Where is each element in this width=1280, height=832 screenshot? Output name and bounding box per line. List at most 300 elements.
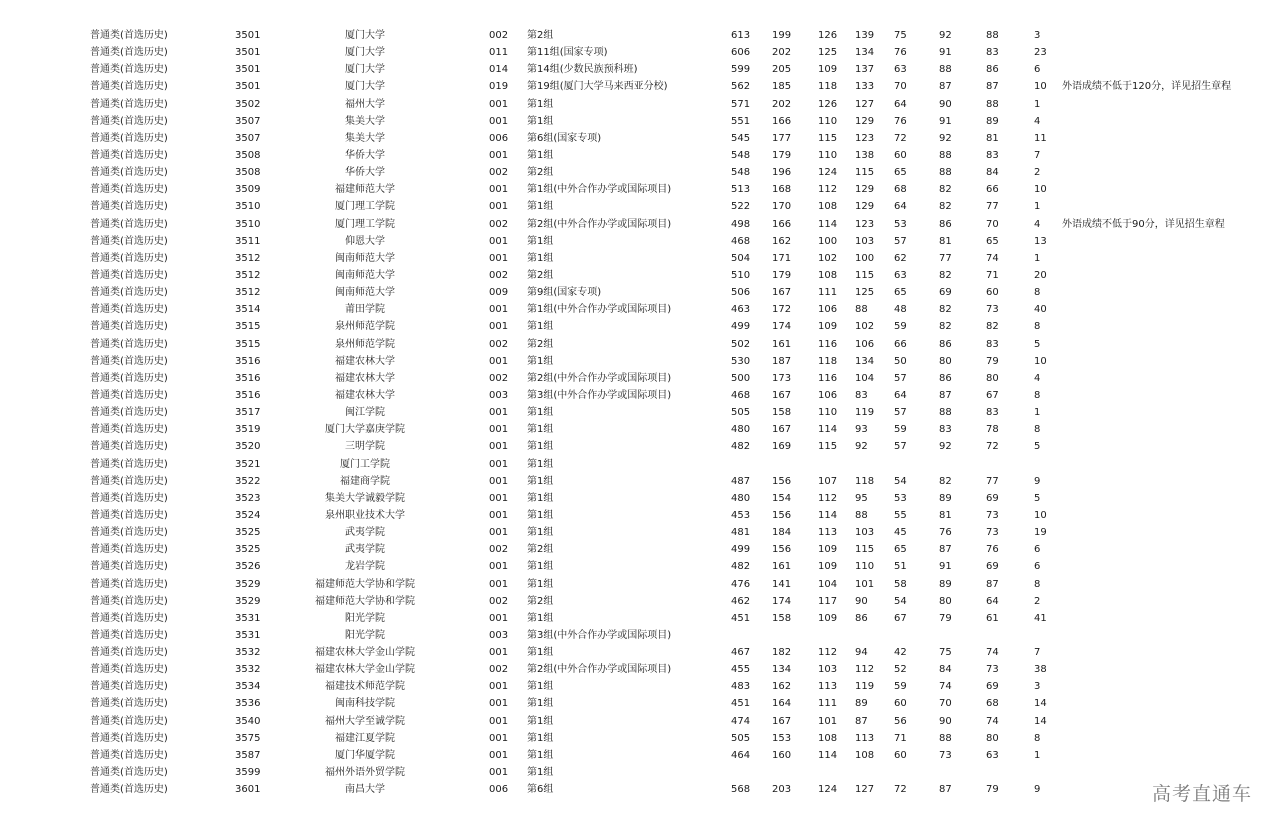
- group-code-cell: 001: [489, 749, 509, 761]
- category-cell: 普通类(首选历史): [90, 527, 168, 539]
- group-code-cell: 002: [489, 372, 509, 384]
- group-code-cell: 002: [489, 595, 509, 607]
- school-code-cell: 3501: [235, 47, 261, 59]
- category-cell: 普通类(首选历史): [90, 304, 168, 316]
- math-score-cell: 104: [818, 578, 838, 590]
- group-name-cell: 第1组: [527, 441, 554, 453]
- school-name-cell: 武夷学院: [345, 544, 385, 556]
- category-cell: 普通类(首选历史): [90, 81, 168, 93]
- category-cell: 普通类(首选历史): [90, 98, 168, 110]
- history-score-cell: 66: [894, 338, 907, 350]
- category-cell: 普通类(首选历史): [90, 784, 168, 796]
- rank-order-cell: 19: [1034, 527, 1047, 539]
- group-name-cell: 第1组: [527, 578, 554, 590]
- group-code-cell: 001: [489, 458, 509, 470]
- math-score-cell: 124: [818, 784, 838, 796]
- group-name-cell: 第1组: [527, 424, 554, 436]
- chinese-score-cell: 141: [772, 578, 792, 590]
- math-score-cell: 114: [818, 509, 838, 521]
- group-name-cell: 第1组: [527, 492, 554, 504]
- foreign-language-score-cell: 92: [855, 441, 868, 453]
- category-cell: 普通类(首选历史): [90, 338, 168, 350]
- total-score-cell: 571: [731, 98, 751, 110]
- table-row: [0, 593, 1280, 610]
- elective-2-score-cell: 83: [986, 407, 999, 419]
- school-name-cell: 厦门理工学院: [335, 218, 395, 230]
- total-score-cell: 499: [731, 321, 751, 333]
- school-name-cell: 集美大学: [345, 132, 385, 144]
- elective-1-score-cell: 87: [939, 389, 952, 401]
- group-code-cell: 001: [489, 732, 509, 744]
- elective-1-score-cell: 76: [939, 527, 952, 539]
- foreign-language-score-cell: 95: [855, 492, 868, 504]
- table-row: [0, 216, 1280, 233]
- elective-1-score-cell: 92: [939, 132, 952, 144]
- history-score-cell: 63: [894, 64, 907, 76]
- history-score-cell: 56: [894, 715, 907, 727]
- table-row: [0, 250, 1280, 267]
- group-name-cell: 第6组: [527, 784, 554, 796]
- elective-1-score-cell: 90: [939, 98, 952, 110]
- history-score-cell: 57: [894, 372, 907, 384]
- elective-2-score-cell: 73: [986, 509, 999, 521]
- group-name-cell: 第1组: [527, 561, 554, 573]
- group-code-cell: 001: [489, 475, 509, 487]
- history-score-cell: 76: [894, 115, 907, 127]
- table-row: [0, 78, 1280, 95]
- elective-2-score-cell: 71: [986, 269, 999, 281]
- table-row: [0, 627, 1280, 644]
- table-row: [0, 473, 1280, 490]
- elective-1-score-cell: 84: [939, 664, 952, 676]
- foreign-language-score-cell: 93: [855, 424, 868, 436]
- total-score-cell: 548: [731, 167, 751, 179]
- school-name-cell: 福建师范大学协和学院: [315, 595, 415, 607]
- math-score-cell: 118: [818, 81, 838, 93]
- math-score-cell: 111: [818, 698, 838, 710]
- group-code-cell: 001: [489, 527, 509, 539]
- school-code-cell: 3509: [235, 184, 261, 196]
- rank-order-cell: 8: [1034, 578, 1041, 590]
- group-code-cell: 001: [489, 578, 509, 590]
- group-code-cell: 006: [489, 784, 509, 796]
- category-cell: 普通类(首选历史): [90, 492, 168, 504]
- group-name-cell: 第19组(厦门大学马来西亚分校): [527, 81, 668, 93]
- category-cell: 普通类(首选历史): [90, 372, 168, 384]
- category-cell: 普通类(首选历史): [90, 167, 168, 179]
- rank-order-cell: 4: [1034, 218, 1041, 230]
- rank-order-cell: 2: [1034, 167, 1041, 179]
- total-score-cell: 467: [731, 647, 751, 659]
- group-name-cell: 第2组: [527, 544, 554, 556]
- school-name-cell: 福建农林大学: [335, 355, 395, 367]
- rank-order-cell: 1: [1034, 98, 1041, 110]
- category-cell: 普通类(首选历史): [90, 767, 168, 779]
- elective-2-score-cell: 73: [986, 527, 999, 539]
- school-name-cell: 闽江学院: [345, 407, 385, 419]
- foreign-language-score-cell: 125: [855, 287, 875, 299]
- school-code-cell: 3587: [235, 749, 261, 761]
- elective-2-score-cell: 68: [986, 698, 999, 710]
- school-name-cell: 华侨大学: [345, 149, 385, 161]
- group-code-cell: 002: [489, 30, 509, 41]
- category-cell: 普通类(首选历史): [90, 561, 168, 573]
- group-code-cell: 001: [489, 98, 509, 110]
- elective-1-score-cell: 89: [939, 578, 952, 590]
- foreign-language-score-cell: 113: [855, 732, 875, 744]
- elective-1-score-cell: 92: [939, 30, 952, 41]
- table-row: [0, 524, 1280, 541]
- elective-1-score-cell: 80: [939, 355, 952, 367]
- history-score-cell: 45: [894, 527, 907, 539]
- elective-1-score-cell: 86: [939, 372, 952, 384]
- foreign-language-score-cell: 127: [855, 784, 875, 796]
- group-name-cell: 第1组: [527, 509, 554, 521]
- elective-1-score-cell: 81: [939, 235, 952, 247]
- category-cell: 普通类(首选历史): [90, 184, 168, 196]
- history-score-cell: 65: [894, 167, 907, 179]
- elective-1-score-cell: 79: [939, 612, 952, 624]
- school-name-cell: 福建技术师范学院: [325, 681, 405, 693]
- foreign-language-score-cell: 118: [855, 475, 875, 487]
- history-score-cell: 60: [894, 749, 907, 761]
- elective-1-score-cell: 88: [939, 732, 952, 744]
- chinese-score-cell: 167: [772, 424, 792, 436]
- group-name-cell: 第1组: [527, 252, 554, 264]
- total-score-cell: 462: [731, 595, 751, 607]
- group-name-cell: 第6组(国家专项): [527, 132, 602, 144]
- history-score-cell: 72: [894, 132, 907, 144]
- group-name-cell: 第9组(国家专项): [527, 287, 602, 299]
- school-code-cell: 3523: [235, 492, 261, 504]
- elective-2-score-cell: 88: [986, 98, 999, 110]
- school-name-cell: 龙岩学院: [345, 561, 385, 573]
- group-code-cell: 002: [489, 338, 509, 350]
- elective-1-score-cell: 80: [939, 595, 952, 607]
- rank-order-cell: 9: [1034, 475, 1041, 487]
- group-code-cell: 019: [489, 81, 509, 93]
- category-cell: 普通类(首选历史): [90, 321, 168, 333]
- elective-1-score-cell: 82: [939, 304, 952, 316]
- elective-2-score-cell: 87: [986, 81, 999, 93]
- chinese-score-cell: 158: [772, 612, 792, 624]
- elective-2-score-cell: 80: [986, 372, 999, 384]
- history-score-cell: 72: [894, 784, 907, 796]
- school-code-cell: 3520: [235, 441, 261, 453]
- table-row: [0, 198, 1280, 215]
- chinese-score-cell: 168: [772, 184, 792, 196]
- school-name-cell: 闽南师范大学: [335, 252, 395, 264]
- school-name-cell: 福建农林大学: [335, 389, 395, 401]
- group-name-cell: 第1组: [527, 612, 554, 624]
- math-score-cell: 110: [818, 149, 838, 161]
- elective-1-score-cell: 70: [939, 698, 952, 710]
- math-score-cell: 108: [818, 201, 838, 213]
- history-score-cell: 75: [894, 30, 907, 41]
- category-cell: 普通类(首选历史): [90, 647, 168, 659]
- group-code-cell: 003: [489, 629, 509, 641]
- school-code-cell: 3517: [235, 407, 261, 419]
- total-score-cell: 476: [731, 578, 751, 590]
- table-row: [0, 284, 1280, 301]
- school-name-cell: 福建江夏学院: [335, 732, 395, 744]
- foreign-language-score-cell: 134: [855, 47, 875, 59]
- rank-order-cell: 1: [1034, 252, 1041, 264]
- school-code-cell: 3516: [235, 372, 261, 384]
- school-code-cell: 3525: [235, 544, 261, 556]
- group-name-cell: 第1组(中外合作办学或国际项目): [527, 184, 672, 196]
- total-score-cell: 483: [731, 681, 751, 693]
- group-name-cell: 第2组: [527, 167, 554, 179]
- total-score-cell: 510: [731, 269, 751, 281]
- category-cell: 普通类(首选历史): [90, 64, 168, 76]
- table-row: [0, 456, 1280, 473]
- group-name-cell: 第1组: [527, 407, 554, 419]
- chinese-score-cell: 164: [772, 698, 792, 710]
- total-score-cell: 551: [731, 115, 751, 127]
- total-score-cell: 487: [731, 475, 751, 487]
- history-score-cell: 42: [894, 647, 907, 659]
- math-score-cell: 113: [818, 681, 838, 693]
- group-name-cell: 第1组: [527, 321, 554, 333]
- group-code-cell: 001: [489, 561, 509, 573]
- group-code-cell: 002: [489, 218, 509, 230]
- total-score-cell: 455: [731, 664, 751, 676]
- elective-2-score-cell: 70: [986, 218, 999, 230]
- elective-2-score-cell: 83: [986, 338, 999, 350]
- math-score-cell: 117: [818, 595, 838, 607]
- group-code-cell: 001: [489, 767, 509, 779]
- foreign-language-score-cell: 110: [855, 561, 875, 573]
- chinese-score-cell: 134: [772, 664, 792, 676]
- chinese-score-cell: 203: [772, 784, 792, 796]
- foreign-language-score-cell: 103: [855, 527, 875, 539]
- elective-2-score-cell: 77: [986, 201, 999, 213]
- category-cell: 普通类(首选历史): [90, 458, 168, 470]
- group-code-cell: 001: [489, 149, 509, 161]
- category-cell: 普通类(首选历史): [90, 115, 168, 127]
- school-code-cell: 3510: [235, 218, 261, 230]
- elective-1-score-cell: 83: [939, 424, 952, 436]
- total-score-cell: 504: [731, 252, 751, 264]
- category-cell: 普通类(首选历史): [90, 749, 168, 761]
- math-score-cell: 114: [818, 424, 838, 436]
- school-code-cell: 3575: [235, 732, 261, 744]
- group-code-cell: 001: [489, 647, 509, 659]
- elective-2-score-cell: 78: [986, 424, 999, 436]
- group-code-cell: 014: [489, 64, 509, 76]
- category-cell: 普通类(首选历史): [90, 30, 168, 41]
- rank-order-cell: 8: [1034, 321, 1041, 333]
- group-name-cell: 第1组: [527, 749, 554, 761]
- school-code-cell: 3534: [235, 681, 261, 693]
- elective-1-score-cell: 88: [939, 167, 952, 179]
- rank-order-cell: 10: [1034, 184, 1047, 196]
- total-score-cell: 468: [731, 235, 751, 247]
- history-score-cell: 52: [894, 664, 907, 676]
- table-row: [0, 438, 1280, 455]
- total-score-cell: 613: [731, 30, 751, 41]
- total-score-cell: 568: [731, 784, 751, 796]
- chinese-score-cell: 160: [772, 749, 792, 761]
- group-name-cell: 第3组(中外合作办学或国际项目): [527, 389, 672, 401]
- group-code-cell: 001: [489, 201, 509, 213]
- table-row: [0, 576, 1280, 593]
- group-name-cell: 第1组: [527, 647, 554, 659]
- math-score-cell: 110: [818, 407, 838, 419]
- school-code-cell: 3510: [235, 201, 261, 213]
- school-code-cell: 3532: [235, 664, 261, 676]
- elective-1-score-cell: 89: [939, 492, 952, 504]
- school-name-cell: 闽南科技学院: [335, 698, 395, 710]
- elective-2-score-cell: 65: [986, 235, 999, 247]
- school-name-cell: 阳光学院: [345, 612, 385, 624]
- foreign-language-score-cell: 139: [855, 30, 875, 41]
- elective-1-score-cell: 87: [939, 544, 952, 556]
- elective-1-score-cell: 88: [939, 149, 952, 161]
- math-score-cell: 125: [818, 47, 838, 59]
- foreign-language-score-cell: 88: [855, 509, 868, 521]
- table-row: [0, 747, 1280, 764]
- chinese-score-cell: 202: [772, 47, 792, 59]
- school-code-cell: 3516: [235, 355, 261, 367]
- math-score-cell: 107: [818, 475, 838, 487]
- math-score-cell: 124: [818, 167, 838, 179]
- foreign-language-score-cell: 115: [855, 544, 875, 556]
- history-score-cell: 59: [894, 424, 907, 436]
- table-row: [0, 130, 1280, 147]
- school-name-cell: 闽南师范大学: [335, 287, 395, 299]
- foreign-language-score-cell: 137: [855, 64, 875, 76]
- table-row: [0, 490, 1280, 507]
- math-score-cell: 109: [818, 612, 838, 624]
- category-cell: 普通类(首选历史): [90, 407, 168, 419]
- group-code-cell: 001: [489, 115, 509, 127]
- elective-2-score-cell: 72: [986, 441, 999, 453]
- rank-order-cell: 2: [1034, 595, 1041, 607]
- chinese-score-cell: 187: [772, 355, 792, 367]
- foreign-language-score-cell: 123: [855, 132, 875, 144]
- school-code-cell: 3515: [235, 338, 261, 350]
- chinese-score-cell: 166: [772, 115, 792, 127]
- chinese-score-cell: 156: [772, 509, 792, 521]
- foreign-language-score-cell: 94: [855, 647, 868, 659]
- chinese-score-cell: 172: [772, 304, 792, 316]
- total-score-cell: 468: [731, 389, 751, 401]
- table-row: [0, 113, 1280, 130]
- group-code-cell: 001: [489, 407, 509, 419]
- math-score-cell: 112: [818, 492, 838, 504]
- foreign-language-score-cell: 123: [855, 218, 875, 230]
- school-code-cell: 3514: [235, 304, 261, 316]
- chinese-score-cell: 167: [772, 715, 792, 727]
- elective-1-score-cell: 91: [939, 561, 952, 573]
- category-cell: 普通类(首选历史): [90, 252, 168, 264]
- category-cell: 普通类(首选历史): [90, 698, 168, 710]
- total-score-cell: 505: [731, 407, 751, 419]
- elective-1-score-cell: 88: [939, 64, 952, 76]
- history-score-cell: 55: [894, 509, 907, 521]
- elective-2-score-cell: 83: [986, 149, 999, 161]
- rank-order-cell: 23: [1034, 47, 1047, 59]
- math-score-cell: 103: [818, 664, 838, 676]
- group-name-cell: 第2组: [527, 595, 554, 607]
- rank-order-cell: 41: [1034, 612, 1047, 624]
- history-score-cell: 60: [894, 149, 907, 161]
- foreign-language-score-cell: 100: [855, 252, 875, 264]
- table-row: [0, 764, 1280, 781]
- category-cell: 普通类(首选历史): [90, 269, 168, 281]
- elective-2-score-cell: 88: [986, 30, 999, 41]
- chinese-score-cell: 182: [772, 647, 792, 659]
- rank-order-cell: 13: [1034, 235, 1047, 247]
- school-code-cell: 3536: [235, 698, 261, 710]
- chinese-score-cell: 179: [772, 269, 792, 281]
- foreign-language-score-cell: 89: [855, 698, 868, 710]
- history-score-cell: 54: [894, 595, 907, 607]
- history-score-cell: 51: [894, 561, 907, 573]
- total-score-cell: 482: [731, 561, 751, 573]
- table-row: [0, 147, 1280, 164]
- total-score-cell: 505: [731, 732, 751, 744]
- foreign-language-score-cell: 119: [855, 681, 875, 693]
- chinese-score-cell: 177: [772, 132, 792, 144]
- category-cell: 普通类(首选历史): [90, 218, 168, 230]
- group-code-cell: 009: [489, 287, 509, 299]
- total-score-cell: 513: [731, 184, 751, 196]
- school-name-cell: 厦门大学: [345, 30, 385, 41]
- school-code-cell: 3521: [235, 458, 261, 470]
- group-code-cell: 001: [489, 304, 509, 316]
- category-cell: 普通类(首选历史): [90, 424, 168, 436]
- school-code-cell: 3531: [235, 612, 261, 624]
- chinese-score-cell: 166: [772, 218, 792, 230]
- table-row: [0, 301, 1280, 318]
- elective-2-score-cell: 73: [986, 304, 999, 316]
- table-row: [0, 678, 1280, 695]
- school-code-cell: 3507: [235, 132, 261, 144]
- history-score-cell: 62: [894, 252, 907, 264]
- history-score-cell: 71: [894, 732, 907, 744]
- history-score-cell: 76: [894, 47, 907, 59]
- elective-1-score-cell: 73: [939, 749, 952, 761]
- category-cell: 普通类(首选历史): [90, 132, 168, 144]
- school-code-cell: 3529: [235, 595, 261, 607]
- group-name-cell: 第1组: [527, 235, 554, 247]
- math-score-cell: 109: [818, 544, 838, 556]
- elective-1-score-cell: 90: [939, 715, 952, 727]
- elective-1-score-cell: 82: [939, 269, 952, 281]
- category-cell: 普通类(首选历史): [90, 149, 168, 161]
- foreign-language-score-cell: 129: [855, 115, 875, 127]
- school-code-cell: 3507: [235, 115, 261, 127]
- category-cell: 普通类(首选历史): [90, 509, 168, 521]
- category-cell: 普通类(首选历史): [90, 612, 168, 624]
- math-score-cell: 116: [818, 338, 838, 350]
- table-row: [0, 61, 1280, 78]
- rank-order-cell: 5: [1034, 338, 1041, 350]
- school-name-cell: 福州外语外贸学院: [325, 767, 405, 779]
- total-score-cell: 463: [731, 304, 751, 316]
- math-score-cell: 126: [818, 30, 838, 41]
- school-name-cell: 福州大学至诚学院: [325, 715, 405, 727]
- math-score-cell: 114: [818, 749, 838, 761]
- foreign-language-score-cell: 103: [855, 235, 875, 247]
- chinese-score-cell: 196: [772, 167, 792, 179]
- rank-order-cell: 9: [1034, 784, 1041, 796]
- elective-2-score-cell: 79: [986, 784, 999, 796]
- table-row: [0, 730, 1280, 747]
